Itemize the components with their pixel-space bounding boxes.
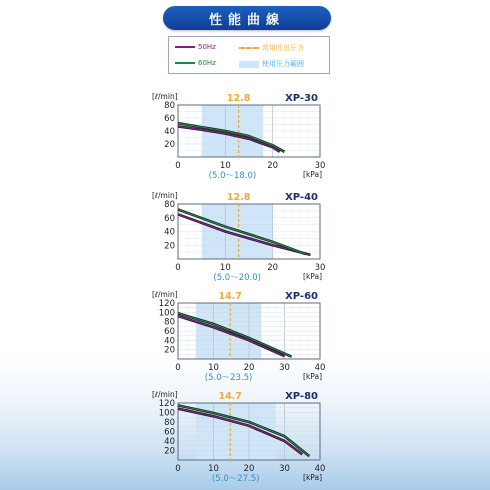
x-tick-label: 0 (175, 161, 181, 171)
x-tick-label: 0 (175, 363, 181, 373)
x-tick-label: 0 (175, 464, 181, 474)
rated-pressure-label: 14.7 (218, 291, 242, 302)
y-tick-label: 40 (164, 227, 175, 238)
x-axis-label: [kPa] (303, 170, 322, 179)
x-tick-label: 20 (267, 161, 279, 171)
y-tick-label: 60 (164, 427, 175, 438)
x-tick-label: 40 (314, 464, 326, 474)
y-tick-label: 100 (158, 408, 175, 419)
x-tick-label: 30 (314, 263, 326, 273)
y-axis-label: [ℓ/min] (152, 390, 178, 399)
y-tick-label: 80 (164, 200, 175, 210)
rated-pressure-label: 12.8 (226, 93, 251, 104)
usage-range-label: (5.0〜23.5) (204, 373, 253, 383)
x-tick-label: 10 (219, 161, 231, 171)
x-tick-label: 20 (267, 263, 279, 273)
usage-range-label: (5.0〜20.0) (213, 273, 261, 283)
rated-pressure-label: 14.7 (218, 391, 242, 402)
x-axis-label: [kPa] (303, 473, 322, 482)
chart-xp-80 (152, 390, 325, 484)
x-axis-label: [kPa] (303, 372, 322, 381)
page-title: 性能曲線 (163, 6, 331, 30)
y-axis-label: [ℓ/min] (152, 191, 178, 200)
x-tick-label: 40 (314, 363, 326, 373)
x-tick-label: 10 (208, 464, 219, 474)
y-tick-label: 20 (164, 241, 175, 252)
y-tick-label: 20 (164, 446, 175, 457)
x-tick-label: 30 (314, 161, 326, 171)
x-tick-label: 30 (279, 363, 290, 373)
chart-title: XP-80 (285, 391, 318, 402)
chart-title: XP-40 (285, 192, 318, 203)
y-tick-label: 60 (164, 213, 175, 224)
y-tick-label: 60 (164, 327, 175, 337)
chart-xp-30 (152, 92, 325, 181)
y-tick-label: 80 (164, 101, 175, 111)
y-axis-label: [ℓ/min] (152, 290, 178, 299)
chart-xp-40 (152, 191, 325, 283)
x-tick-label: 0 (175, 263, 181, 273)
y-tick-label: 40 (164, 127, 175, 137)
legend-label-range: 使用圧力範囲 (262, 60, 304, 68)
x-tick-label: 10 (208, 363, 219, 373)
rated-pressure-label: 12.8 (226, 192, 251, 203)
y-tick-label: 20 (164, 140, 175, 150)
usage-range-label: (5.0〜18.0) (208, 171, 257, 181)
y-tick-label: 80 (164, 418, 175, 428)
x-tick-label: 20 (243, 464, 255, 474)
y-tick-label: 20 (164, 345, 175, 356)
x-tick-label: 30 (279, 464, 290, 474)
x-tick-label: 20 (243, 363, 255, 373)
legend-label-rated: 常用吐出圧力 (262, 44, 304, 52)
x-tick-label: 10 (219, 263, 231, 273)
y-tick-label: 40 (164, 437, 175, 447)
usage-range-label: (5.0〜27.5) (211, 474, 260, 484)
legend-label-50hz: 50Hz (198, 43, 216, 51)
y-tick-label: 100 (158, 308, 175, 319)
y-axis-label: [ℓ/min] (152, 92, 178, 101)
chart-title: XP-30 (285, 93, 318, 104)
y-tick-label: 60 (164, 114, 175, 124)
y-tick-label: 120 (158, 299, 175, 309)
y-tick-label: 120 (158, 399, 175, 409)
x-axis-label: [kPa] (303, 272, 322, 281)
y-tick-label: 80 (164, 317, 175, 328)
legend-label-60hz: 60Hz (198, 59, 216, 67)
y-tick-label: 40 (164, 336, 175, 347)
chart-title: XP-60 (285, 291, 318, 302)
chart-xp-60 (152, 290, 325, 383)
